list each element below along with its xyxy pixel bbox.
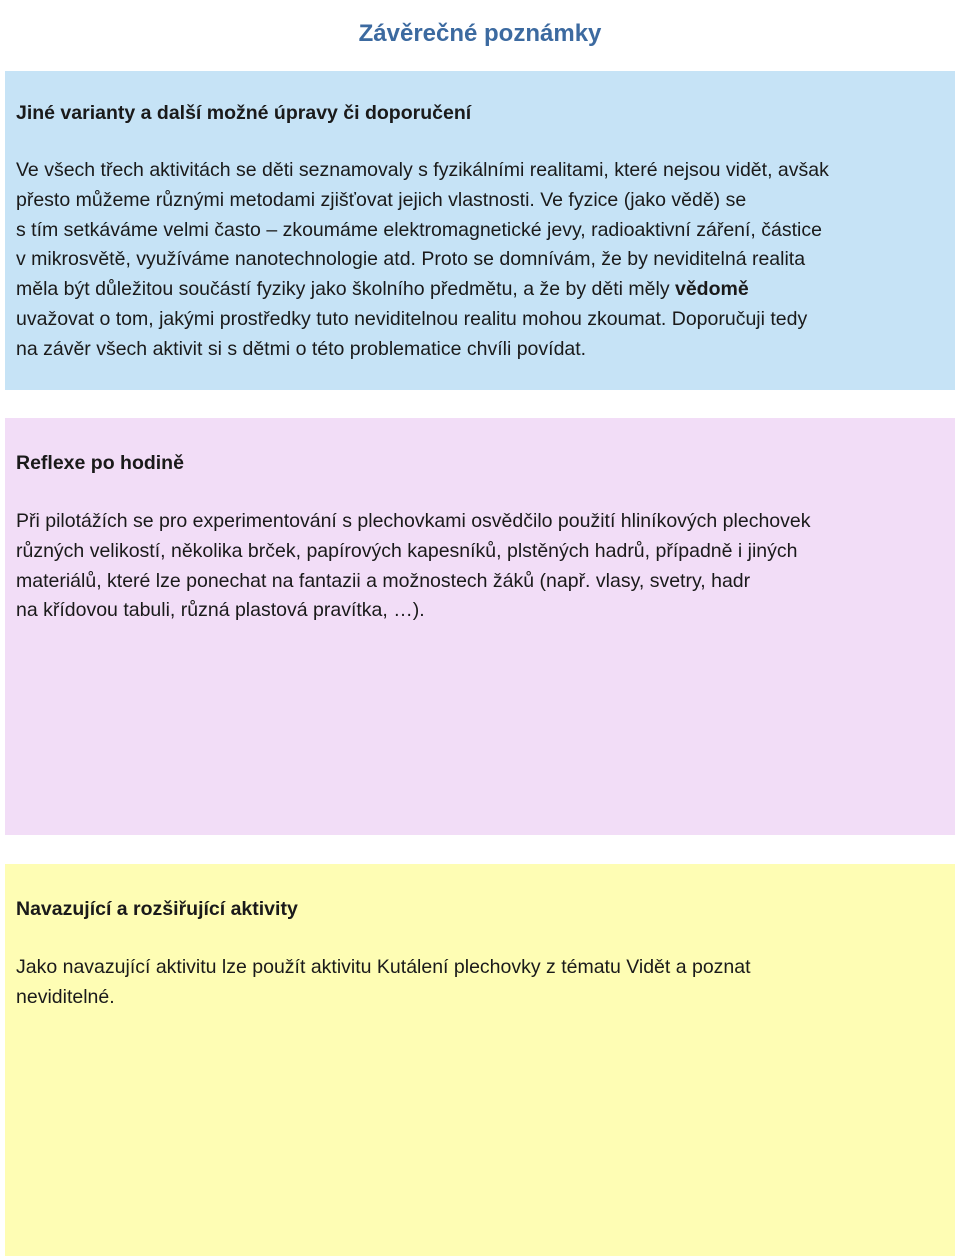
paragraph-line: na křídovou tabuli, různá plastová pravítka, …). bbox=[16, 599, 425, 622]
paragraph-line: materiálů, které lze ponechat na fantazii a možnostech žáků (např. vlasy, svetry, hadr bbox=[16, 569, 751, 592]
reflection-heading: Reflexe po hodině bbox=[16, 452, 184, 474]
paragraph-line: Jako navazující aktivitu lze použít aktivitu Kutálení plechovky z tématu Vidět a poznat bbox=[16, 956, 751, 978]
emphasis-text: vědomě bbox=[674, 278, 749, 301]
paragraph-line: Ve všech třech aktivitách se děti seznamovaly s fyzikálními realitami, které nejsou vidět, avšak bbox=[16, 159, 829, 181]
reflection-paragraph bbox=[16, 507, 944, 626]
paragraph-line: přesto můžeme různými metodami zjišťovat jejich vlastnosti. Ve fyzice (jako vědě) se bbox=[16, 188, 747, 211]
paragraph-line: v mikrosvětě, využíváme nanotechnologie atd. Proto se domnívám, že by neviditelná realita bbox=[16, 248, 806, 271]
paragraph-line: s tím setkáváme velmi často – zkoumáme elektromagnetické jevy, radioaktivní záření, částice bbox=[16, 218, 822, 241]
variants-section bbox=[5, 71, 955, 390]
reflection-section bbox=[5, 418, 955, 835]
paragraph-line bbox=[16, 275, 944, 305]
page-title: Závěrečné poznámky bbox=[358, 20, 602, 48]
paragraph-line: neviditelné. bbox=[16, 985, 115, 1008]
followup-section bbox=[5, 864, 955, 1256]
paragraph-line: Při pilotážích se pro experimentování s plechovkami osvědčilo použití hliníkových plechovek bbox=[16, 510, 811, 532]
paragraph-line: uvažovat o tom, jakými prostředky tuto neviditelnou realitu mohou zkoumat. Doporučuji tedy bbox=[16, 307, 808, 330]
followup-paragraph bbox=[16, 953, 944, 1013]
paragraph-line: na závěr všech aktivit si s dětmi o této problematice chvíli povídat. bbox=[16, 337, 587, 360]
variants-paragraph bbox=[16, 156, 944, 365]
followup-heading: Navazující a rozšiřující aktivity bbox=[16, 898, 298, 920]
paragraph-text: měla být důležitou součástí fyziky jako školního předmětu, a že by děti měly bbox=[16, 278, 675, 301]
variants-heading: Jiné varianty a další možné úpravy či doporučení bbox=[16, 102, 472, 124]
paragraph-line: různých velikostí, několika brček, papírových kapesníků, plstěných hadrů, případně i jiných bbox=[16, 539, 798, 562]
